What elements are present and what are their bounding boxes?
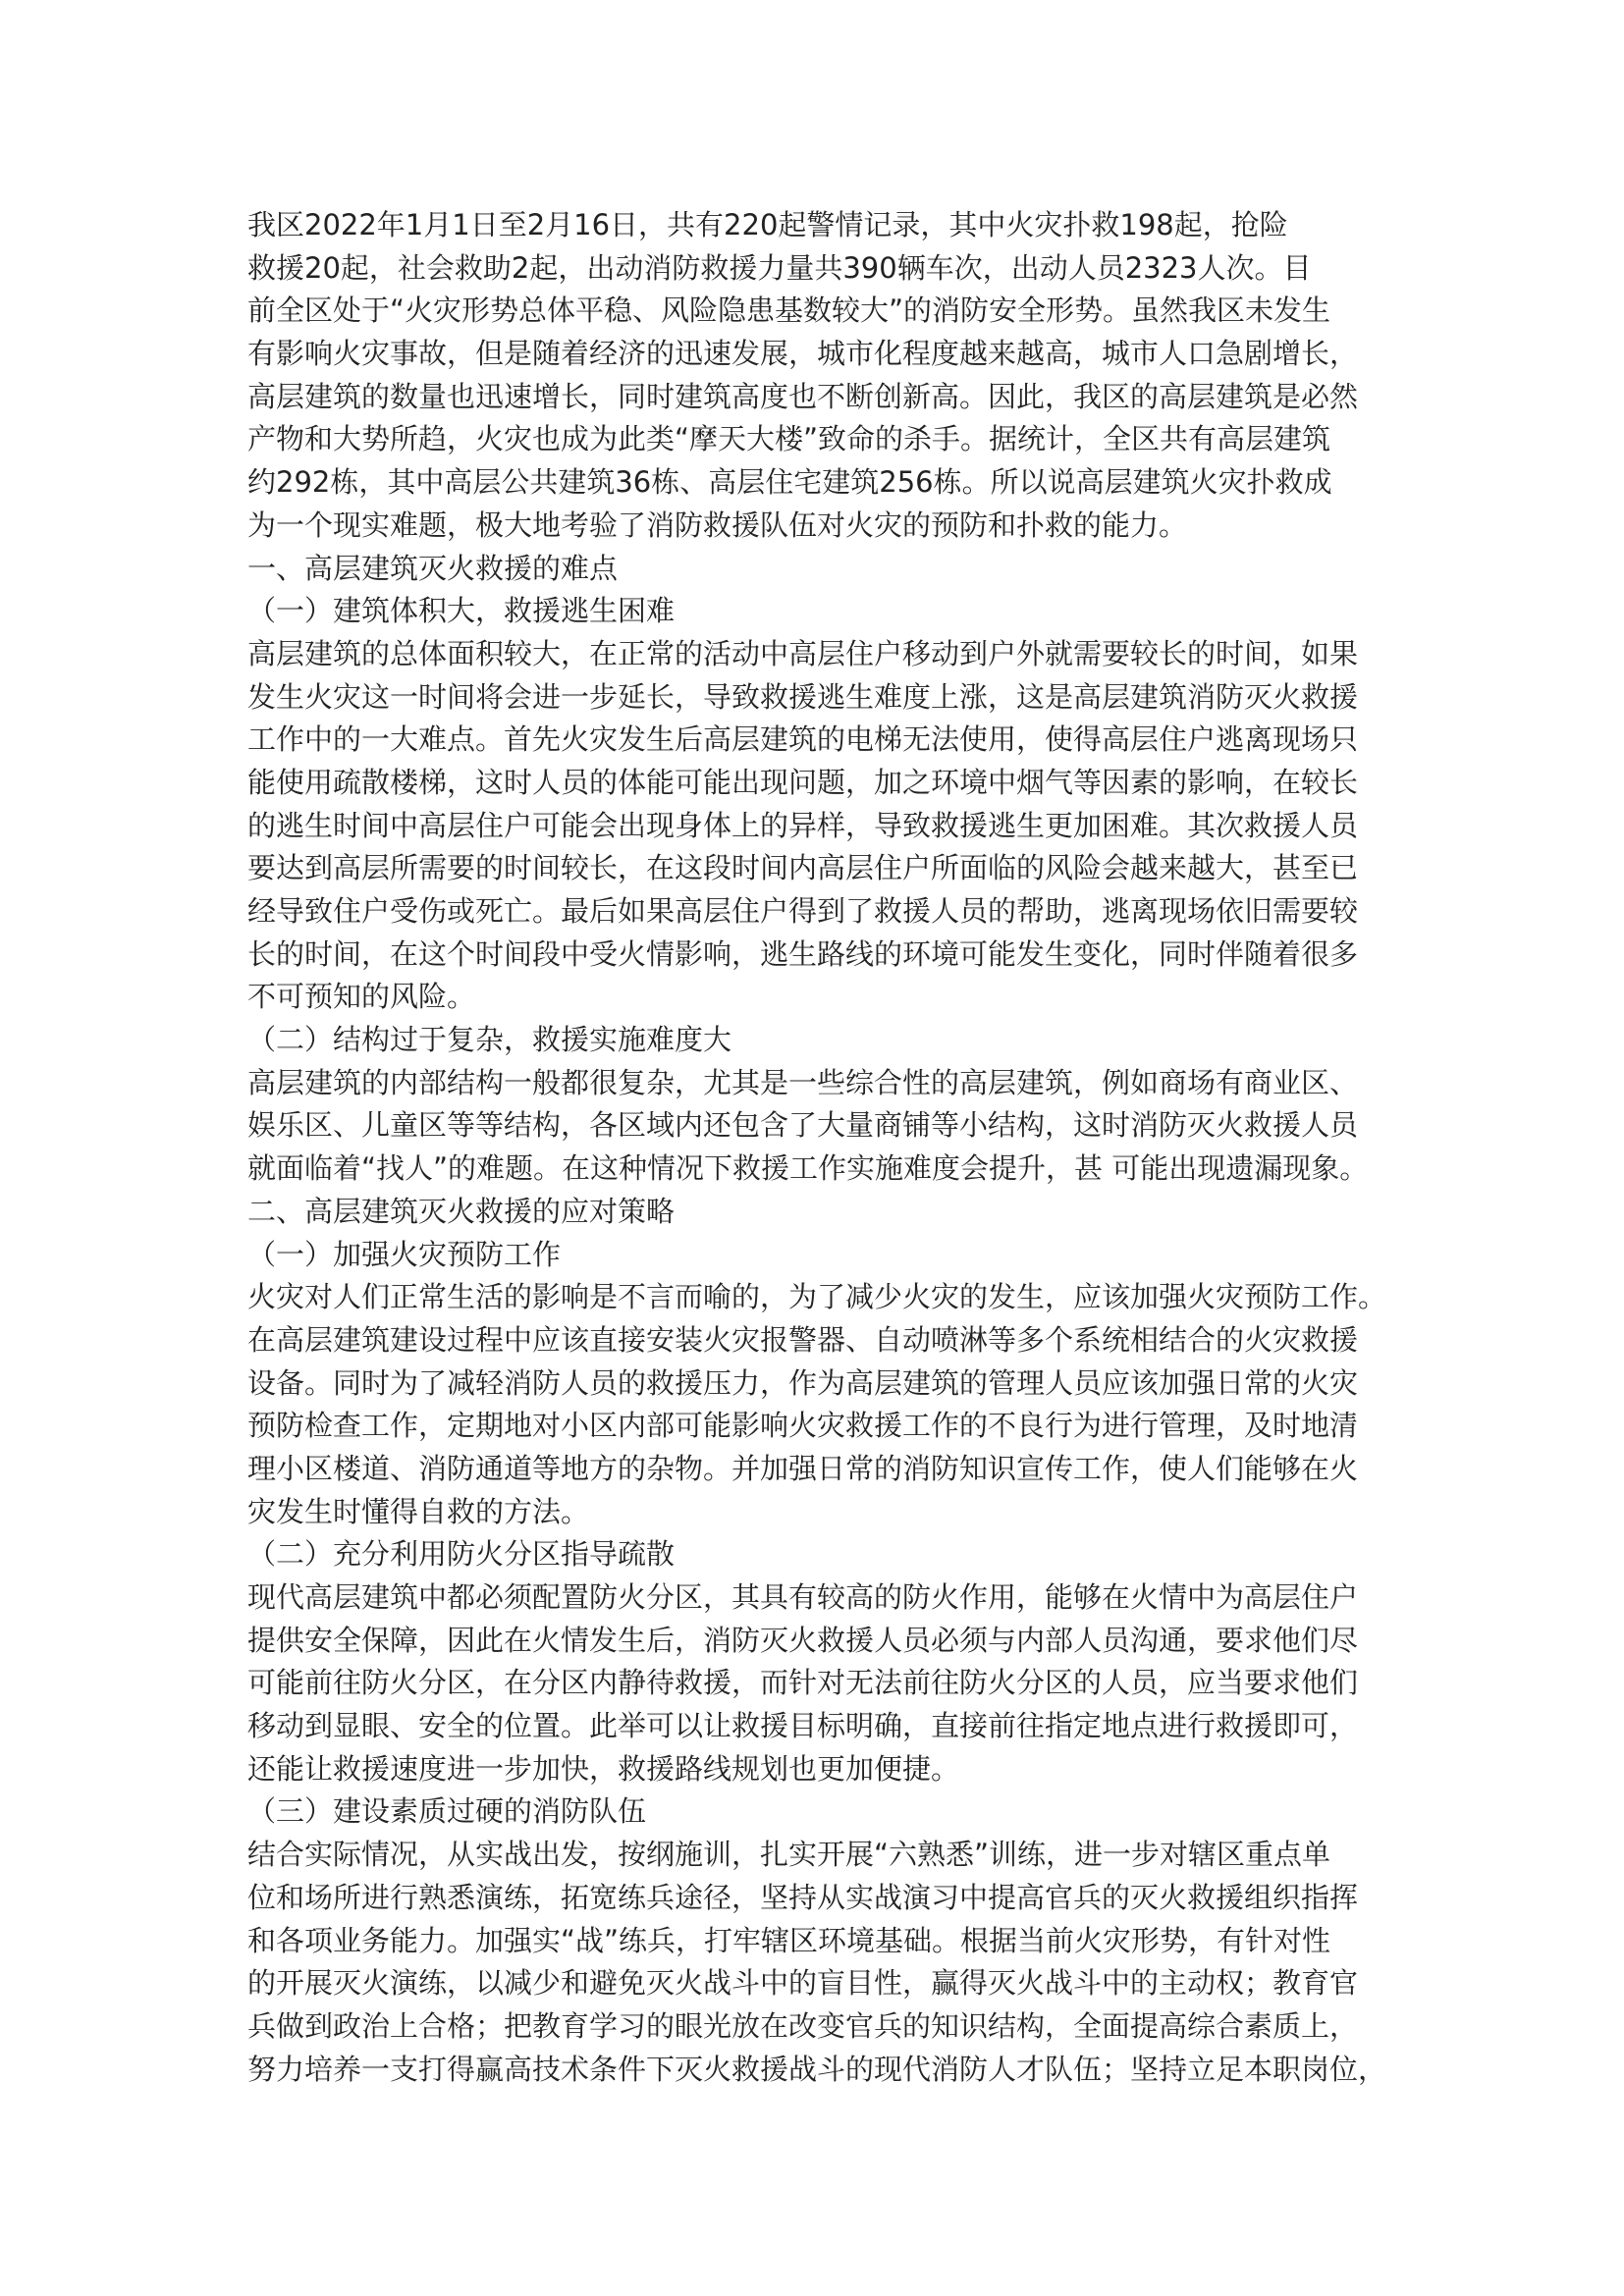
text-line: 和各项业务能力。加强实“战”练兵，打牢辖区环境基础。根据当前火灾形势，有针对性 [247, 1923, 1331, 1957]
text-line: 工作中的一大难点。首先火灾发生后高层建筑的电梯无法使用，使得高层住户逃离现场只 [247, 722, 1359, 757]
text-line: 设备。同时为了减轻消防人员的救援压力，作为高层建筑的管理人员应该加强日常的火灾 [247, 1365, 1359, 1400]
text-line: 就面临着“找人”的难题。在这种情况下救援工作实施难度会提升，甚 可能出现遗漏现象。 [247, 1151, 1369, 1186]
text-line: 二、高层建筑灭火救援的应对策略 [247, 1194, 676, 1228]
text-line: 有影响火灾事故，但是随着经济的迅速发展，城市化程度越来越高，城市人口急剧增长， [247, 337, 1359, 371]
text-line: （三）建设素质过硬的消防队伍 [247, 1794, 647, 1829]
text-line: 高层建筑的内部结构一般都很复杂，尤其是一些综合性的高层建筑，例如商场有商业区、 [247, 1065, 1359, 1099]
text-line: 我区2022年1月1日至2月16日，共有220起警情记录，其中火灾扑救198起，抢险 [247, 208, 1288, 241]
text-line: 一、高层建筑灭火救援的难点 [247, 551, 619, 585]
text-line: 高层建筑的数量也迅速增长，同时建筑高度也不断创新高。因此，我区的高层建筑是必然 [247, 379, 1359, 413]
text-line: 在高层建筑建设过程中应该直接安装火灾报警器、自动喷淋等多个系统相结合的火灾救援 [247, 1322, 1359, 1357]
text-line: 娱乐区、儿童区等等结构，各区域内还包含了大量商铺等小结构，这时消防灭火救援人员 [247, 1108, 1359, 1143]
text-line: 长的时间，在这个时间段中受火情影响，逃生路线的环境可能发生变化，同时伴随着很多 [247, 936, 1359, 971]
document-body [247, 204, 1396, 2091]
text-line: （二）结构过于复杂，救援实施难度大 [247, 1023, 732, 1057]
text-line: （一）建筑体积大，救援逃生困难 [247, 594, 676, 628]
text-line: 努力培养一支打得赢高技术条件下灭火救援战斗的现代消防人才队伍；坚持立足本职岗位， [247, 2052, 1387, 2086]
text-line: 灾发生时懂得自救的方法。 [247, 1494, 590, 1528]
text-line: 可能前往防火分区，在分区内静待救援，而针对无法前往防火分区的人员，应当要求他们 [247, 1666, 1359, 1700]
text-line: 经导致住户受伤或死亡。最后如果高层住户得到了救援人员的帮助，逃离现场依旧需要较 [247, 894, 1359, 928]
text-line: 位和场所进行熟悉演练，拓宽练兵途径，坚持从实战演习中提高官兵的灭火救援组织指挥 [247, 1880, 1359, 1914]
text-line: 的开展灭火演练，以减少和避免灭火战斗中的盲目性，赢得灭火战斗中的主动权；教育官 [247, 1966, 1359, 2001]
text-line: （二）充分利用防火分区指导疏散 [247, 1537, 676, 1572]
text-line: 兵做到政治上合格；把教育学习的眼光放在改变官兵的知识结构，全面提高综合素质上， [247, 2008, 1359, 2043]
text-line: 约292栋，其中高层公共建筑36栋、高层住宅建筑256栋。所以说高层建筑火灾扑救成 [247, 465, 1332, 500]
text-line: 预防检查工作，定期地对小区内部可能影响火灾救援工作的不良行为进行管理，及时地清 [247, 1409, 1359, 1443]
text-line: 产物和大势所趋，火灾也成为此类“摩天大楼”致命的杀手。据统计，全区共有高层建筑 [247, 422, 1331, 456]
text-line: 能使用疏散楼梯，这时人员的体能可能出现问题，加之环境中烟气等因素的影响，在较长 [247, 765, 1359, 799]
text-line: （一）加强火灾预防工作 [247, 1237, 562, 1271]
text-line: 要达到高层所需要的时间较长，在这段时间内高层住户所面临的风险会越来越大，甚至已 [247, 851, 1359, 885]
text-line: 发生火灾这一时间将会进一步延长，导致救援逃生难度上涨，这是高层建筑消防灭火救援 [247, 679, 1359, 714]
text-line: 现代高层建筑中都必须配置防火分区，其具有较高的防火作用，能够在火情中为高层住户 [247, 1580, 1359, 1614]
text-line: 理小区楼道、消防通道等地方的杂物。并加强日常的消防知识宣传工作，使人们能够在火 [247, 1451, 1359, 1485]
text-line: 为一个现实难题，极大地考验了消防救援队伍对火灾的预防和扑救的能力。 [247, 507, 1188, 542]
text-line: 移动到显眼、安全的位置。此举可以让救援目标明确，直接前往指定地点进行救援即可， [247, 1709, 1359, 1743]
text-line: 不可预知的风险。 [247, 980, 476, 1014]
text-line: 结合实际情况，从实战出发，按纲施训，扎实开展“六熟悉”训练，进一步对辖区重点单 [247, 1838, 1331, 1872]
text-line: 前全区处于“火灾形势总体平稳、风险隐患基数较大”的消防安全形势。虽然我区未发生 [247, 294, 1331, 328]
text-line: 的逃生时间中高层住户可能会出现身体上的异样，导致救援逃生更加困难。其次救援人员 [247, 808, 1359, 842]
text-line: 提供安全保障，因此在火情发生后，消防灭火救援人员必须与内部人员沟通，要求他们尽 [247, 1623, 1359, 1657]
text-line: 高层建筑的总体面积较大，在正常的活动中高层住户移动到户外就需要较长的时间，如果 [247, 636, 1359, 670]
text-line: 火灾对人们正常生活的影响是不言而喻的，为了减少火灾的发生，应该加强火灾预防工作。 [247, 1280, 1387, 1314]
text-line: 还能让救援速度进一步加快，救援路线规划也更加便捷。 [247, 1751, 960, 1786]
text-line: 救援20起，社会救助2起，出动消防救援力量共390辆车次，出动人员2323人次。目 [247, 250, 1312, 285]
